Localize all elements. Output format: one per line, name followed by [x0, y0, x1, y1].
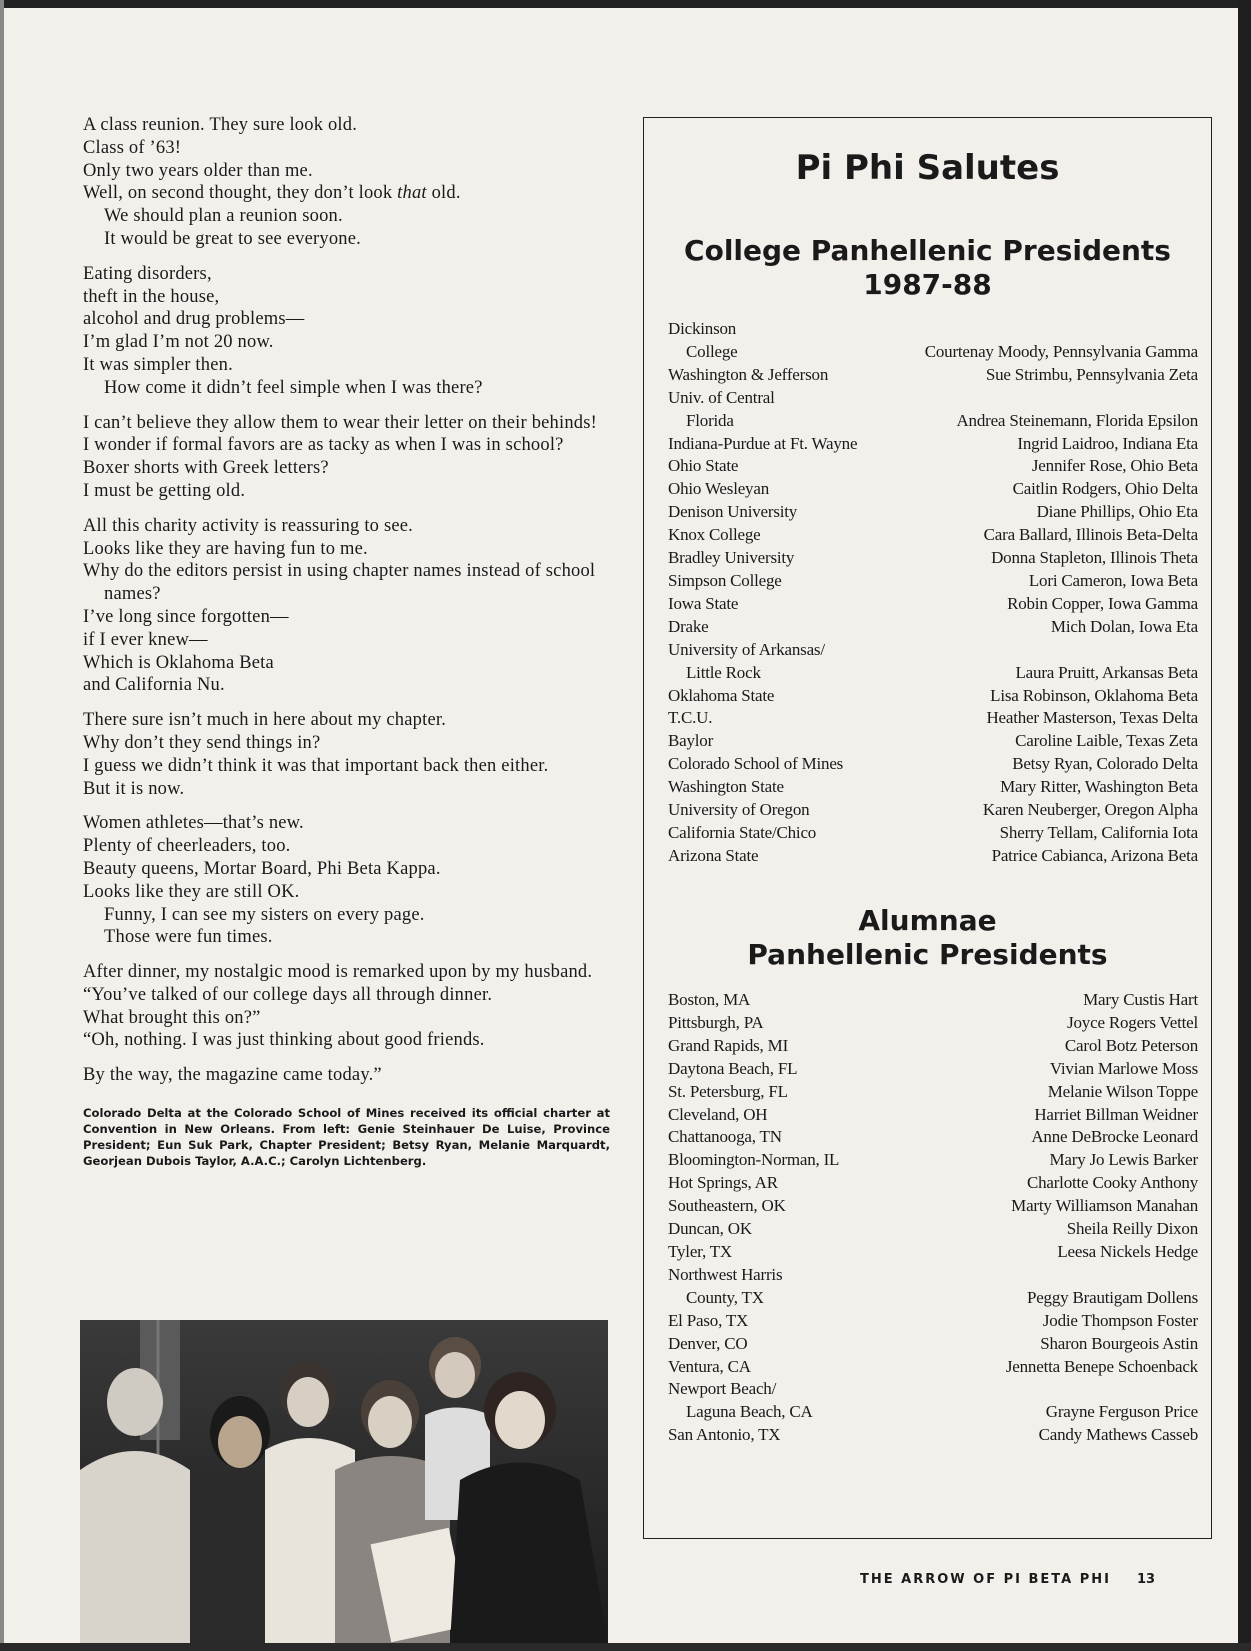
poem-line-text: What brought this on?”: [83, 1007, 261, 1028]
alumnae-heading-line1: Alumnae: [858, 904, 997, 937]
entry-president: Mich Dolan, Iowa Eta: [1050, 616, 1198, 636]
entry-president: Jennetta Benepe Schoenback: [1005, 1356, 1198, 1376]
entry-president: Candy Mathews Casseb: [1038, 1425, 1198, 1445]
president-entry: [668, 1356, 1198, 1379]
entry-president: Jodie Thompson Foster: [1042, 1310, 1198, 1330]
poem-line: [83, 778, 613, 801]
poem-line: [83, 182, 613, 205]
president-entry: [668, 593, 1198, 616]
poem-line-text: old.: [426, 183, 461, 204]
salutes-box: [643, 117, 1212, 1539]
president-entry: [668, 616, 1198, 639]
poem-line-text: We should plan a reunion soon.: [104, 206, 343, 227]
poem-stanza: [83, 263, 613, 400]
entry-president: Lori Cameron, Iowa Beta: [1028, 570, 1198, 590]
entry-president: Cara Ballard, Illinois Beta-Delta: [983, 525, 1198, 545]
president-entry: [668, 1264, 1198, 1287]
poem-line: [83, 377, 613, 400]
entry-school: Pittsburgh, PA: [668, 1012, 764, 1032]
entry-school: California State/Chico: [668, 822, 817, 842]
entry-school: College: [686, 341, 738, 361]
entry-school: Bradley University: [668, 548, 795, 568]
poem-line-text: “Oh, nothing. I was just thinking about good friends.: [83, 1030, 485, 1051]
poem-line: [83, 263, 613, 286]
poem-line: [83, 1029, 613, 1052]
poem-line-text: It would be great to see everyone.: [104, 228, 361, 249]
president-entry: [668, 1149, 1198, 1172]
entry-president: Melanie Wilson Toppe: [1047, 1081, 1198, 1101]
entry-president: Grayne Ferguson Price: [1045, 1402, 1198, 1422]
president-entry: [668, 1218, 1198, 1241]
president-entry: [668, 547, 1198, 570]
page-edge-right: [1238, 0, 1251, 1651]
college-heading: [644, 234, 1211, 302]
entry-school: Little Rock: [686, 662, 761, 682]
president-entry: [668, 753, 1198, 776]
poem-line-text: Plenty of cheerleaders, too.: [83, 836, 291, 857]
poem-line-text: Boxer shorts with Greek letters?: [83, 458, 329, 479]
entry-president: Caroline Laible, Texas Zeta: [1015, 731, 1198, 751]
president-entry: [668, 989, 1198, 1012]
poem-line-text: if I ever knew—: [83, 629, 208, 650]
entry-school: Baylor: [668, 731, 714, 751]
poem-line-text: By the way, the magazine came today.”: [83, 1065, 382, 1086]
entry-school: Univ. of Central: [668, 387, 775, 407]
entry-school: Iowa State: [668, 593, 739, 613]
poem-line: [83, 354, 613, 377]
entry-school: Colorado School of Mines: [668, 754, 844, 774]
publication-name: THE ARROW OF PI BETA PHI: [860, 1572, 1111, 1587]
entry-school: Knox College: [668, 525, 761, 545]
entry-school: Cleveland, OH: [668, 1104, 768, 1124]
poem-line: [83, 160, 613, 183]
poem-line: [83, 114, 613, 137]
entry-president: Laura Pruitt, Arkansas Beta: [1015, 662, 1198, 682]
entry-school: El Paso, TX: [668, 1310, 749, 1330]
president-entry: [668, 524, 1198, 547]
entry-president: Heather Masterson, Texas Delta: [986, 708, 1198, 728]
poem-line-text: How come it didn’t feel simple when I was there?: [104, 377, 483, 398]
poem-line-text: I can’t believe they allow them to wear their letter on their behinds!: [83, 412, 598, 433]
president-entry: [668, 1104, 1198, 1127]
president-entry: [668, 387, 1198, 410]
entry-school: Newport Beach/: [668, 1379, 777, 1399]
poem-line: [83, 457, 613, 480]
president-entry: [668, 1310, 1198, 1333]
poem-line-text: There sure isn’t much in here about my chapter.: [83, 710, 447, 731]
entry-school: Ohio Wesleyan: [668, 479, 770, 499]
entry-president: Mary Custis Hart: [1083, 990, 1198, 1009]
poem-line: [83, 674, 613, 697]
entry-president: Mary Jo Lewis Barker: [1049, 1150, 1198, 1170]
poem-line-text: I guess we didn’t think it was that important back then either.: [83, 755, 549, 776]
president-entry: [668, 707, 1198, 730]
poem-line-text: Women athletes—that’s new.: [83, 813, 304, 834]
poem-line: [83, 835, 613, 858]
poem-line-text: “You’ve talked of our college days all through dinner.: [83, 984, 493, 1005]
college-presidents-list: [668, 318, 1198, 868]
poem-line: [83, 205, 613, 228]
poem-line-text: Well, on second thought, they don’t look: [83, 183, 398, 204]
entry-school: Indiana-Purdue at Ft. Wayne: [668, 433, 858, 453]
page-number: 13: [1136, 1572, 1156, 1587]
poem-line: [83, 709, 613, 732]
poem-line: [83, 629, 613, 652]
alumnae-heading-line2: Panhellenic Presidents: [747, 938, 1108, 971]
page-edge-bottom: [0, 1643, 1251, 1651]
president-entry: [668, 1241, 1198, 1264]
poem-line: [83, 812, 613, 835]
entry-school: Drake: [668, 616, 709, 636]
president-entry: [668, 822, 1198, 845]
poem-line: [83, 412, 613, 435]
poem-line: [83, 308, 613, 331]
poem-line-text: Eating disorders,: [83, 263, 212, 284]
poem-line: [83, 434, 613, 457]
president-entry: [668, 455, 1198, 478]
college-heading-line1: College Panhellenic Presidents: [684, 234, 1171, 267]
poem-line: [83, 480, 613, 503]
poem-line: [83, 904, 613, 927]
president-entry: [668, 845, 1198, 868]
president-entry: [668, 1333, 1198, 1356]
entry-president: Patrice Cabianca, Arizona Beta: [991, 845, 1198, 865]
poem-line-text: alcohol and drug problems—: [83, 309, 305, 330]
president-entry: [668, 410, 1198, 433]
entry-school: University of Arkansas/: [668, 639, 825, 659]
entry-president: Courtenay Moody, Pennsylvania Gamma: [924, 341, 1198, 361]
entry-president: Peggy Brautigam Dollens: [1026, 1287, 1198, 1307]
poem-line-text: Looks like they are still OK.: [83, 881, 300, 902]
entry-president: Caitlin Rodgers, Ohio Delta: [1012, 479, 1198, 499]
entry-president: Anne DeBrocke Leonard: [1031, 1127, 1198, 1147]
poem-line-text: Which is Oklahoma Beta: [83, 652, 274, 673]
college-heading-line2: 1987-88: [863, 268, 992, 301]
entry-president: Donna Stapleton, Illinois Theta: [991, 548, 1198, 568]
president-entry: [668, 776, 1198, 799]
poem-line: [83, 732, 613, 755]
entry-president: Marty Williamson Manahan: [1011, 1196, 1198, 1216]
group-photo: [80, 1320, 608, 1643]
poem-line: [83, 1064, 613, 1087]
poem-line: [83, 926, 613, 949]
president-entry: [668, 341, 1198, 364]
president-entry: [668, 1058, 1198, 1081]
poem-stanza: [83, 1064, 613, 1087]
entry-school: Grand Rapids, MI: [668, 1035, 789, 1055]
entry-president: Vivian Marlowe Moss: [1049, 1058, 1198, 1078]
entry-school: Arizona State: [668, 845, 759, 865]
entry-school: Florida: [686, 410, 734, 430]
entry-school: Chattanooga, TN: [668, 1127, 782, 1147]
poem-line-text: theft in the house,: [83, 286, 220, 307]
entry-school: Ohio State: [668, 456, 739, 476]
president-entry: [668, 662, 1198, 685]
poem-line: [83, 286, 613, 309]
poem-stanza: [83, 114, 613, 251]
president-entry: [668, 364, 1198, 387]
poem-stanza: [83, 412, 613, 503]
entry-school: Southeastern, OK: [668, 1196, 786, 1216]
entry-president: Sheila Reilly Dixon: [1066, 1219, 1198, 1239]
entry-president: Sherry Tellam, California Iota: [999, 822, 1198, 842]
poem-line-text: I must be getting old.: [83, 480, 246, 501]
poem-line: [83, 755, 613, 778]
entry-school: Tyler, TX: [668, 1241, 733, 1261]
entry-president: Ingrid Laidroo, Indiana Eta: [1017, 433, 1198, 453]
poem-line-emphasis: that: [397, 183, 427, 204]
president-entry: [668, 1401, 1198, 1424]
entry-school: Simpson College: [668, 570, 782, 590]
entry-school: San Antonio, TX: [668, 1425, 781, 1445]
poem-line: [83, 858, 613, 881]
entry-school: St. Petersburg, FL: [668, 1081, 788, 1101]
president-entry: [668, 1012, 1198, 1035]
page-edge-top: [0, 0, 1251, 8]
poem-line-text: Looks like they are having fun to me.: [83, 538, 368, 559]
alumnae-presidents-list: [668, 989, 1198, 1447]
poem-line: [83, 137, 613, 160]
poem-line-text: It was simpler then.: [83, 354, 233, 375]
poem-stanza: [83, 961, 613, 1052]
poem: [83, 114, 613, 1087]
poem-line-text: After dinner, my nostalgic mood is remarked upon by my husband.: [83, 962, 593, 983]
president-entry: [668, 1378, 1198, 1401]
entry-president: Karen Neuberger, Oregon Alpha: [982, 800, 1198, 820]
poem-stanza: [83, 812, 613, 949]
entry-school: Hot Springs, AR: [668, 1173, 778, 1193]
poem-stanza: [83, 709, 613, 800]
entry-president: Betsy Ryan, Colorado Delta: [1012, 754, 1198, 774]
poem-line: [83, 881, 613, 904]
entry-president: Charlotte Cooky Anthony: [1026, 1173, 1198, 1193]
group-photo-image: [80, 1320, 608, 1643]
entry-school: Laguna Beach, CA: [686, 1402, 813, 1422]
entry-school: Denison University: [668, 502, 798, 522]
poem-line: [83, 961, 613, 984]
president-entry: [668, 685, 1198, 708]
poem-line-text: But it is now.: [83, 778, 185, 799]
entry-school: Oklahoma State: [668, 685, 775, 705]
president-entry: [668, 570, 1198, 593]
president-entry: [668, 501, 1198, 524]
poem-line-text: Class of ’63!: [83, 137, 182, 158]
poem-line-text: I’ve long since forgotten—: [83, 606, 289, 627]
entry-school: Washington State: [668, 777, 784, 797]
poem-line: [83, 228, 613, 251]
poem-line: [83, 538, 613, 561]
poem-line: [83, 560, 613, 606]
entry-school: T.C.U.: [668, 708, 713, 728]
poem-line-text: Those were fun times.: [104, 927, 273, 948]
entry-president: Harriet Billman Weidner: [1034, 1104, 1198, 1124]
entry-school: Northwest Harris: [668, 1264, 783, 1284]
entry-school: Bloomington-Norman, IL: [668, 1150, 840, 1170]
poem-line-text: and California Nu.: [83, 675, 225, 696]
poem-line-text: Why do the editors persist in using chapter names instead of school names?: [83, 561, 596, 605]
entry-president: Diane Phillips, Ohio Eta: [1036, 502, 1198, 522]
box-title: Pi Phi Salutes: [795, 148, 1060, 188]
poem-line: [83, 984, 613, 1007]
entry-president: Mary Ritter, Washington Beta: [1000, 777, 1198, 797]
poem-line-text: All this charity activity is reassuring to see.: [83, 515, 413, 536]
entry-president: Sharon Bourgeois Astin: [1040, 1333, 1198, 1353]
entry-president: Sue Strimbu, Pennsylvania Zeta: [985, 364, 1198, 384]
poem-line: [83, 331, 613, 354]
poem-line-text: Only two years older than me.: [83, 160, 313, 181]
president-entry: [668, 1126, 1198, 1149]
entry-school: Denver, CO: [668, 1333, 748, 1353]
poem-stanza: [83, 515, 613, 697]
president-entry: [668, 1035, 1198, 1058]
photo-caption: Colorado Delta at the Colorado School of Mines received its official charter at Convention in New Orleans. From left: Genie Steinhauer De Luise, Province President; Eun Suk Park, Chapter President; Betsy Ryan, Melanie Marquardt, Georjean Dubois Taylor, A.A.C.; Carolyn Lichtenberg.: [83, 1106, 610, 1169]
poem-line-text: Why don’t they send things in?: [83, 732, 321, 753]
entry-school: Duncan, OK: [668, 1219, 752, 1239]
poem-line-text: I wonder if formal favors are as tacky as when I was in school?: [83, 435, 564, 456]
entry-president: Robin Copper, Iowa Gamma: [1007, 593, 1198, 613]
president-entry: [668, 1424, 1198, 1447]
entry-president: Jennifer Rose, Ohio Beta: [1031, 456, 1198, 476]
entry-president: Leesa Nickels Hedge: [1057, 1241, 1198, 1261]
president-entry: [668, 1081, 1198, 1104]
president-entry: [668, 730, 1198, 753]
poem-line-text: I’m glad I’m not 20 now.: [83, 332, 274, 353]
poem-line: [83, 515, 613, 538]
president-entry: [668, 478, 1198, 501]
poem-line: [83, 1007, 613, 1030]
poem-line: [83, 606, 613, 629]
entry-school: Daytona Beach, FL: [668, 1058, 798, 1078]
entry-school: County, TX: [686, 1287, 764, 1307]
president-entry: [668, 799, 1198, 822]
entry-school: Washington & Jefferson: [668, 364, 829, 384]
entry-school: Dickinson: [668, 319, 737, 338]
president-entry: [668, 1287, 1198, 1310]
entry-president: Lisa Robinson, Oklahoma Beta: [990, 685, 1198, 705]
poem-column: [83, 114, 613, 1169]
alumnae-heading: [644, 904, 1211, 972]
page-footer: [860, 1572, 1156, 1587]
entry-president: Carol Botz Peterson: [1064, 1035, 1198, 1055]
entry-president: Andrea Steinemann, Florida Epsilon: [956, 410, 1198, 430]
president-entry: [668, 1195, 1198, 1218]
poem-line-text: Beauty queens, Mortar Board, Phi Beta Kappa.: [83, 858, 441, 879]
entry-school: Ventura, CA: [668, 1356, 751, 1376]
poem-line: [83, 652, 613, 675]
president-entry: [668, 1172, 1198, 1195]
poem-line-text: A class reunion. They sure look old.: [83, 115, 358, 135]
entry-school: University of Oregon: [668, 800, 810, 820]
entry-president: Joyce Rogers Vettel: [1067, 1012, 1198, 1032]
president-entry: [668, 433, 1198, 456]
entry-school: Boston, MA: [668, 990, 751, 1009]
poem-line-text: Funny, I can see my sisters on every page.: [104, 904, 425, 925]
president-entry: [668, 318, 1198, 341]
page-edge-left: [0, 0, 4, 1651]
president-entry: [668, 639, 1198, 662]
